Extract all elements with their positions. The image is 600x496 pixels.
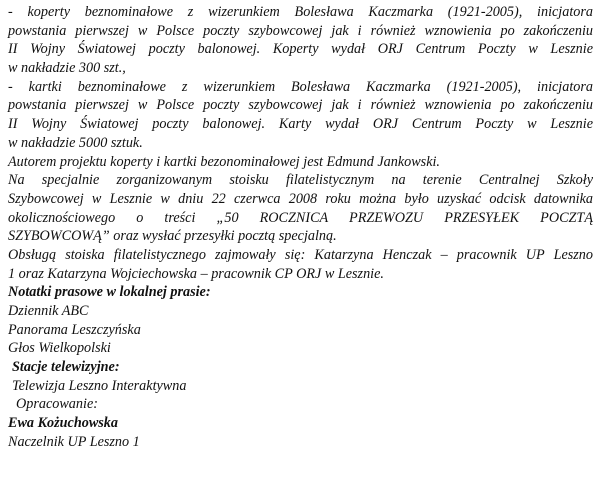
press-section <box>8 283 593 358</box>
press-heading: Notatki prasowe w lokalnej prasie: <box>8 284 211 301</box>
text-line: powstania pierwszej w Polsce poczty szybowcowej jak i również wznowienia po zakończeniu <box>8 97 593 114</box>
credits-label: Opracowanie: <box>16 396 98 413</box>
text-line: II Wojny Światowej poczty balonowej. Koperty wydał ORJ Centrum Poczty w Lesznie <box>8 41 593 58</box>
text-line: - kartki beznominałowe z wizerunkiem Bolesława Kaczmarka (1921-2005), inicjatora <box>8 78 593 95</box>
text-line: okolicznościowego o treści „50 ROCZNICA PRZEWOZU PRZESYŁEK POCZTĄ <box>8 209 593 226</box>
text-line: Szybowcowej w Lesznie w dniu 22 czerwca 2008 roku można było uzyskać odcisk datownika <box>8 190 593 207</box>
tv-section <box>8 358 593 395</box>
paragraph-stand <box>8 171 593 246</box>
paragraph-cards <box>8 78 593 153</box>
paragraph-author <box>8 153 593 172</box>
text-line: powstania pierwszej w Polsce poczty szybowcowej jak i również wznowienia po zakończeniu <box>8 22 593 39</box>
author-name: Ewa Kożuchowska <box>8 415 118 432</box>
paragraph-envelopes <box>8 3 593 78</box>
text-line: Obsługą stoiska filatelistycznego zajmowały się: Katarzyna Henczak – pracownik UP Leszno <box>8 246 593 263</box>
document-body <box>8 3 593 452</box>
paragraph-staff <box>8 246 593 283</box>
author-role: Naczelnik UP Leszno 1 <box>8 433 140 450</box>
press-item: Dziennik ABC <box>8 303 89 319</box>
text-line: Na specjalnie zorganizowanym stoisku filatelistycznym na terenie Centralnej Szkoły <box>8 172 593 189</box>
text-line: SZYBOWCOWĄ” oraz wysłać przesyłki pocztą specjalną. <box>8 228 337 245</box>
text-line: w nakładzie 5000 sztuk. <box>8 134 143 151</box>
text-line: II Wojny Światowej poczty balonowej. Karty wydał ORJ Centrum Poczty w Lesznie <box>8 116 593 133</box>
text-line: 1 oraz Katarzyna Wojciechowska – pracownik CP ORJ w Lesznie. <box>8 265 384 282</box>
text-line: Autorem projektu koperty i kartki bezonominałowej jest Edmund Jankowski. <box>8 153 440 170</box>
text-line: - koperty beznominałowe z wizerunkiem Bolesława Kaczmarka (1921-2005), inicjatora <box>8 4 593 20</box>
press-item: Głos Wielkopolski <box>8 340 111 357</box>
credits-section <box>8 395 593 451</box>
press-item: Panorama Leszczyńska <box>8 321 141 338</box>
tv-heading: Stacje telewizyjne: <box>12 359 120 376</box>
tv-item: Telewizja Leszno Interaktywna <box>12 377 187 394</box>
text-line: w nakładzie 300 szt., <box>8 60 126 77</box>
